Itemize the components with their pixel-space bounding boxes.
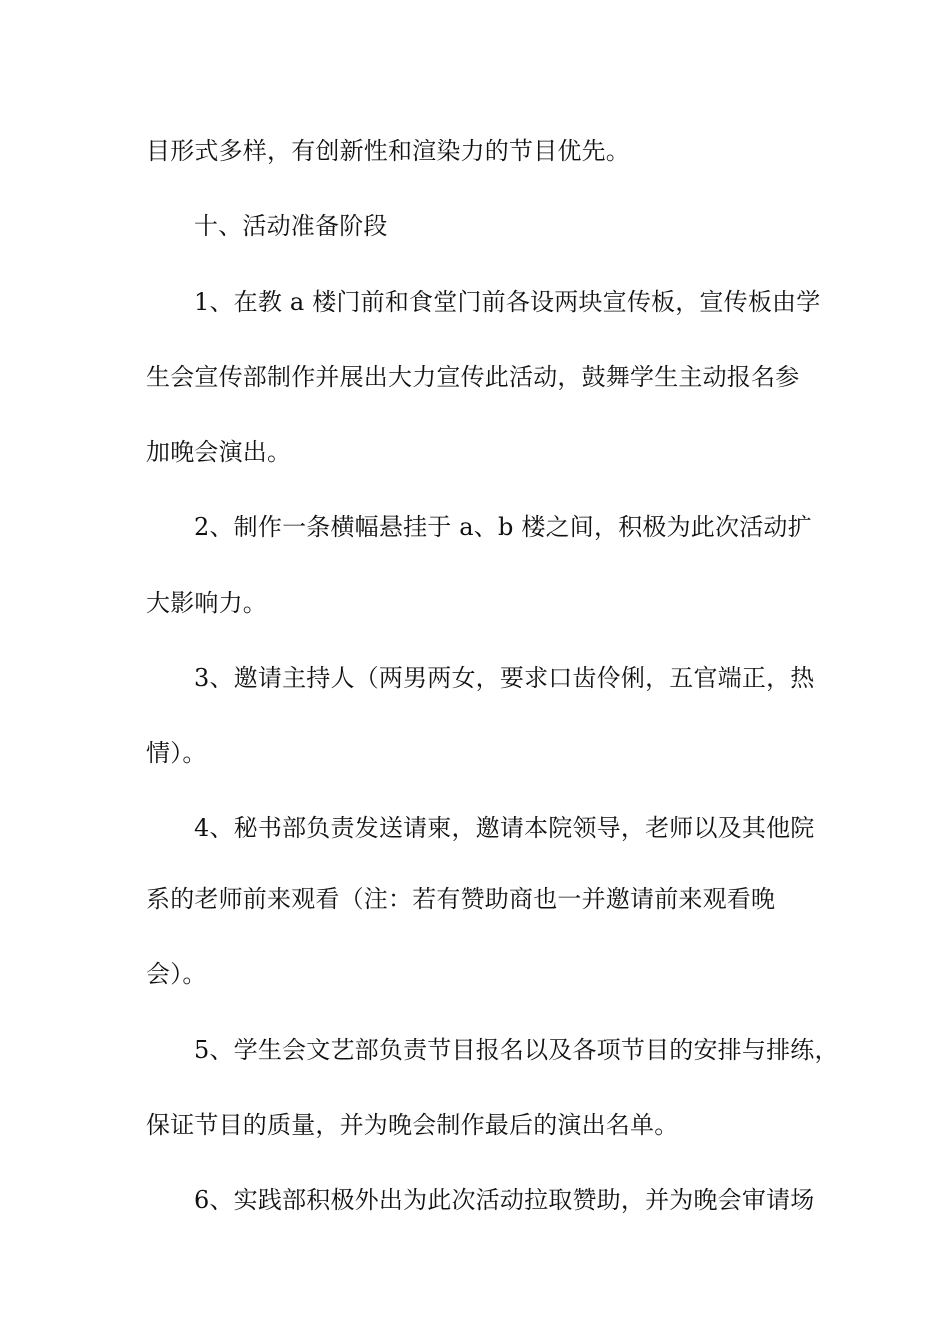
- text-line: 会）。: [146, 960, 207, 988]
- text-line: 5、学生会文艺部负责节目报名以及各项节目的安排与排练，: [194, 1036, 839, 1064]
- text-line: 6、实践部积极外出为此次活动拉取赞助，并为晚会审请场: [194, 1186, 815, 1214]
- text-line: 3、邀请主持人（两男两女，要求口齿伶俐，五官端正，热: [194, 664, 815, 692]
- text-line: 情）。: [146, 739, 207, 767]
- text-line: 大影响力。: [146, 589, 267, 617]
- text-line: 4、秘书部负责发送请柬，邀请本院领导，老师以及其他院: [194, 814, 815, 842]
- text-line: 2、制作一条横幅悬挂于 a、b 楼之间，积极为此次活动扩: [194, 513, 812, 541]
- text-line: 目形式多样，有创新性和渲染力的节目优先。: [146, 137, 630, 165]
- text-line: 生会宣传部制作并展出大力宣传此活动，鼓舞学生主动报名参: [146, 363, 800, 391]
- text-line: 系的老师前来观看（注：若有赞助商也一并邀请前来观看晚: [146, 885, 776, 913]
- text-line: 加晚会演出。: [146, 438, 292, 466]
- text-line: 保证节目的质量，并为晚会制作最后的演出名单。: [146, 1111, 679, 1139]
- text-line: 1、在教 a 楼门前和食堂门前各设两块宣传板，宣传板由学: [194, 288, 821, 316]
- section-heading: 十、活动准备阶段: [194, 212, 388, 240]
